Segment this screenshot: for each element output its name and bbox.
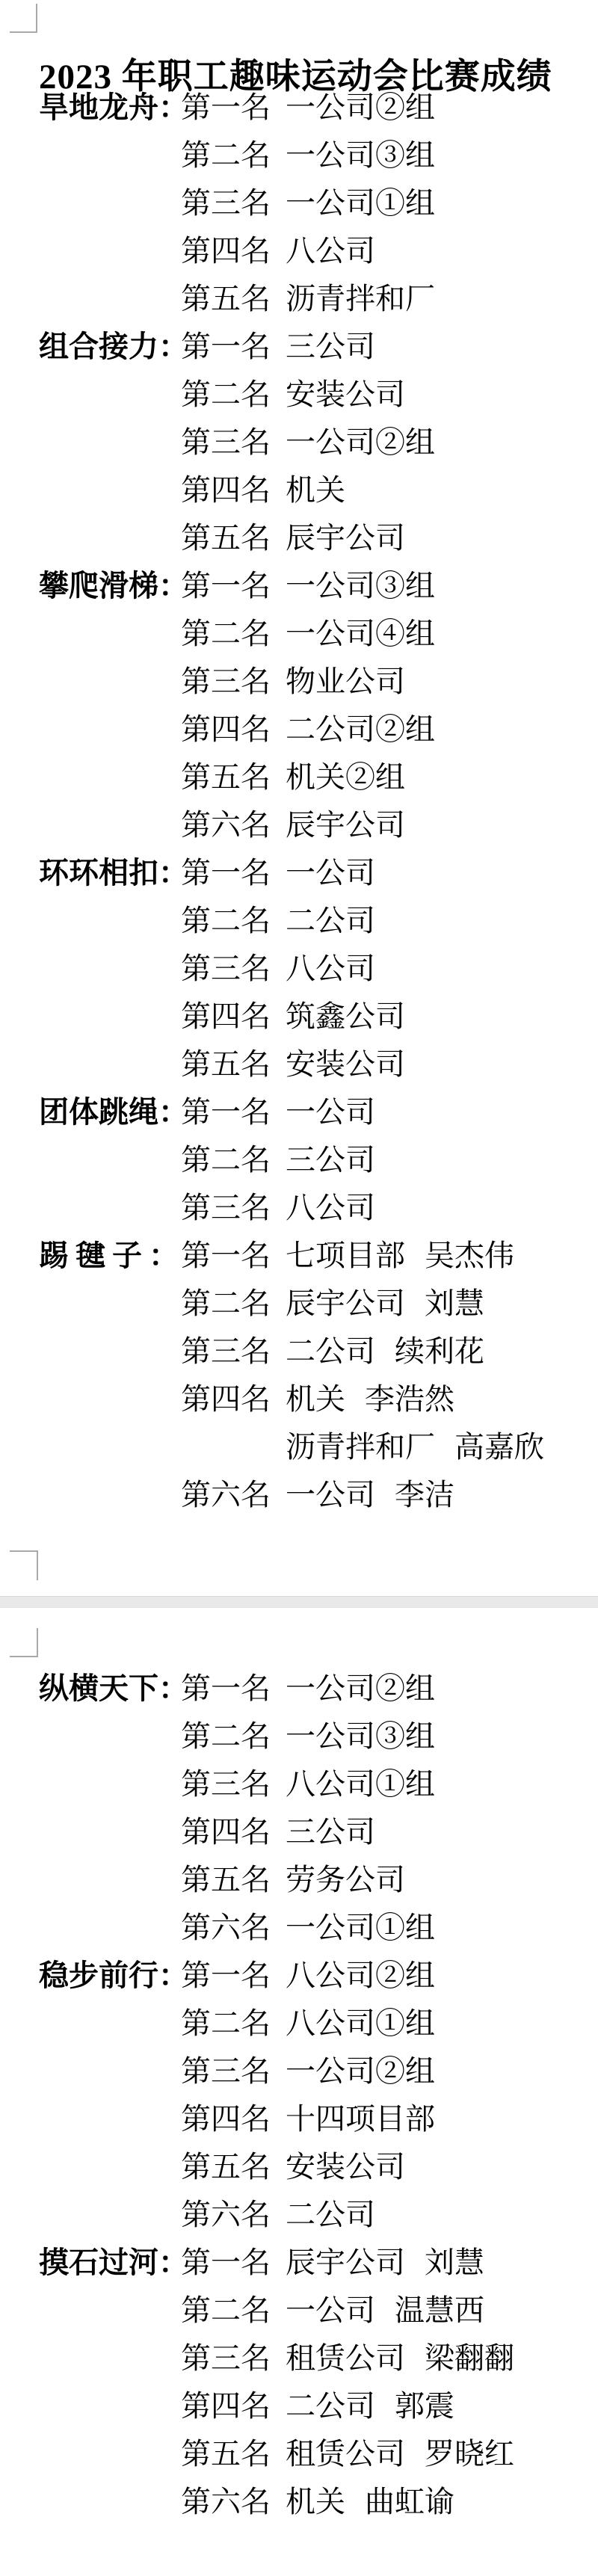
team-name: 安装公司 bbox=[286, 1047, 405, 1081]
result-line bbox=[0, 993, 598, 1041]
team-name: 辰宇公司 bbox=[286, 2246, 405, 2279]
result-line bbox=[0, 1184, 598, 1232]
result-line bbox=[0, 179, 598, 227]
event-label: 团体跳绳： bbox=[39, 1095, 188, 1129]
rank-label: 第三名 bbox=[181, 952, 271, 985]
result-line bbox=[0, 1423, 598, 1471]
rank-label: 第一名 bbox=[181, 1959, 271, 1992]
team-name: 安装公司 bbox=[286, 2150, 405, 2184]
result-line bbox=[0, 1760, 598, 1808]
event-label: 踢毽子： bbox=[39, 1239, 185, 1272]
result-line bbox=[0, 1136, 598, 1184]
person-name: 梁翻翻 bbox=[425, 2341, 514, 2375]
rank-label: 第二名 bbox=[181, 1287, 271, 1320]
result-line bbox=[0, 466, 598, 514]
result-line bbox=[0, 514, 598, 562]
rank-label: 第一名 bbox=[181, 90, 271, 124]
rank-label: 第五名 bbox=[181, 282, 271, 315]
event-label: 攀爬滑梯： bbox=[39, 569, 188, 603]
result-line bbox=[0, 2095, 598, 2143]
event-label: 摸石过河： bbox=[39, 2246, 188, 2279]
result-line bbox=[0, 1232, 598, 1280]
team-name: 租赁公司 bbox=[286, 2341, 405, 2375]
result-line bbox=[0, 2047, 598, 2095]
rank-label: 第六名 bbox=[181, 2198, 271, 2231]
rank-label: 第五名 bbox=[181, 1863, 271, 1896]
team-name: 一公司①组 bbox=[286, 1911, 435, 1944]
person-name: 续利花 bbox=[395, 1334, 484, 1368]
team-name: 二公司 bbox=[286, 2389, 375, 2423]
rank-label: 第六名 bbox=[181, 2485, 271, 2518]
document-title: 2023 年职工趣味运动会比赛成绩 bbox=[39, 58, 552, 97]
team-name: 沥青拌和厂 bbox=[286, 282, 435, 315]
team-name: 三公司 bbox=[286, 330, 375, 363]
result-line bbox=[0, 801, 598, 849]
result-line bbox=[0, 1471, 598, 1519]
rank-label: 第三名 bbox=[181, 1191, 271, 1224]
result-line bbox=[0, 419, 598, 466]
team-name: 机关②组 bbox=[286, 760, 405, 794]
person-name: 吴杰伟 bbox=[425, 1239, 514, 1272]
team-name: 八公司①组 bbox=[286, 2006, 435, 2040]
rank-label: 第四名 bbox=[181, 1382, 271, 1416]
rank-label: 第二名 bbox=[181, 378, 271, 411]
result-line bbox=[0, 323, 598, 371]
person-name: 高嘉欣 bbox=[454, 1430, 544, 1464]
team-name: 八公司 bbox=[286, 1191, 375, 1224]
team-name: 机关 bbox=[286, 1382, 345, 1416]
rank-label: 第五名 bbox=[181, 2437, 271, 2471]
rank-label: 第二名 bbox=[181, 1719, 271, 1753]
crop-mark-page1-top-left bbox=[10, 4, 37, 33]
rank-label: 第五名 bbox=[181, 521, 271, 555]
team-name: 辰宇公司 bbox=[286, 521, 405, 555]
rank-label: 第一名 bbox=[181, 1671, 271, 1705]
rank-label: 第四名 bbox=[181, 2389, 271, 2423]
result-line bbox=[0, 1280, 598, 1328]
event-label: 稳步前行： bbox=[39, 1959, 188, 1992]
rank-label: 第二名 bbox=[181, 1143, 271, 1177]
results-list-page-2 bbox=[0, 1665, 598, 2526]
rank-label: 第四名 bbox=[181, 999, 271, 1033]
rank-label: 第一名 bbox=[181, 1095, 271, 1129]
result-line bbox=[0, 227, 598, 275]
rank-label: 第六名 bbox=[181, 1911, 271, 1944]
team-name: 十四项目部 bbox=[286, 2102, 435, 2136]
person-name: 曲虹谕 bbox=[365, 2485, 454, 2518]
event-label: 旱地龙舟： bbox=[39, 90, 188, 124]
rank-label: 第三名 bbox=[181, 1767, 271, 1801]
team-name: 辰宇公司 bbox=[286, 1287, 405, 1320]
rank-label: 第三名 bbox=[181, 665, 271, 698]
team-name: 三公司 bbox=[286, 1143, 375, 1177]
result-line bbox=[0, 1328, 598, 1375]
result-line bbox=[0, 562, 598, 610]
result-line bbox=[0, 275, 598, 323]
result-line bbox=[0, 945, 598, 993]
event-label: 组合接力： bbox=[39, 330, 188, 363]
person-name: 李浩然 bbox=[365, 1382, 454, 1416]
rank-label: 第三名 bbox=[181, 2054, 271, 2088]
team-name: 一公司③组 bbox=[286, 569, 435, 603]
result-line bbox=[0, 2382, 598, 2430]
team-name: 一公司④组 bbox=[286, 617, 435, 650]
team-name: 物业公司 bbox=[286, 665, 405, 698]
team-name: 一公司①组 bbox=[286, 186, 435, 220]
rank-label: 第六名 bbox=[181, 1478, 271, 1512]
team-name: 一公司 bbox=[286, 1478, 375, 1512]
result-line bbox=[0, 1665, 598, 1713]
result-line bbox=[0, 2287, 598, 2335]
rank-label: 第三名 bbox=[181, 425, 271, 459]
team-name: 筑鑫公司 bbox=[286, 999, 405, 1033]
person-name: 罗晓红 bbox=[425, 2437, 514, 2471]
result-line bbox=[0, 132, 598, 179]
result-line bbox=[0, 1952, 598, 2000]
team-name: 八公司 bbox=[286, 234, 375, 268]
team-name: 一公司②组 bbox=[286, 2054, 435, 2088]
result-line bbox=[0, 2191, 598, 2239]
rank-label: 第一名 bbox=[181, 569, 271, 603]
result-line bbox=[0, 849, 598, 897]
rank-label: 第四名 bbox=[181, 234, 271, 268]
rank-label: 第四名 bbox=[181, 2102, 271, 2136]
team-name: 机关 bbox=[286, 2485, 345, 2518]
result-line bbox=[0, 2478, 598, 2526]
page-separator bbox=[0, 1596, 598, 1608]
event-label: 环环相扣： bbox=[39, 856, 188, 890]
team-name: 安装公司 bbox=[286, 378, 405, 411]
rank-label: 第四名 bbox=[181, 473, 271, 507]
result-line bbox=[0, 754, 598, 801]
person-name: 李洁 bbox=[395, 1478, 454, 1512]
rank-label: 第四名 bbox=[181, 1815, 271, 1849]
result-line bbox=[0, 1041, 598, 1088]
team-name: 二公司 bbox=[286, 1334, 375, 1368]
team-name: 二公司 bbox=[286, 904, 375, 937]
rank-label: 第一名 bbox=[181, 330, 271, 363]
person-name: 郭震 bbox=[395, 2389, 454, 2423]
result-line bbox=[0, 658, 598, 706]
team-name: 二公司 bbox=[286, 2198, 375, 2231]
team-name: 一公司②组 bbox=[286, 1671, 435, 1705]
result-line bbox=[0, 2239, 598, 2287]
rank-label: 第一名 bbox=[181, 856, 271, 890]
team-name: 八公司①组 bbox=[286, 1767, 435, 1801]
result-line bbox=[0, 610, 598, 658]
result-line bbox=[0, 2143, 598, 2191]
rank-label: 第二名 bbox=[181, 904, 271, 937]
result-line bbox=[0, 84, 598, 132]
team-name: 七项目部 bbox=[286, 1239, 405, 1272]
result-line bbox=[0, 2000, 598, 2047]
team-name: 一公司②组 bbox=[286, 425, 435, 459]
result-line bbox=[0, 2430, 598, 2478]
person-name: 刘慧 bbox=[425, 1287, 484, 1320]
team-name: 一公司③组 bbox=[286, 138, 435, 172]
team-name: 一公司 bbox=[286, 1095, 375, 1129]
result-line bbox=[0, 706, 598, 754]
rank-label: 第二名 bbox=[181, 138, 271, 172]
result-line bbox=[0, 371, 598, 419]
rank-label: 第二名 bbox=[181, 2006, 271, 2040]
rank-label: 第一名 bbox=[181, 1239, 271, 1272]
team-name: 租赁公司 bbox=[286, 2437, 405, 2471]
crop-mark-page1-bottom-left bbox=[10, 1550, 38, 1580]
team-name: 一公司 bbox=[286, 856, 375, 890]
rank-label: 第二名 bbox=[181, 2293, 271, 2327]
rank-label: 第六名 bbox=[181, 808, 271, 842]
team-name: 一公司 bbox=[286, 2293, 375, 2327]
rank-label: 第三名 bbox=[181, 186, 271, 220]
team-name: 八公司②组 bbox=[286, 1959, 435, 1992]
result-line bbox=[0, 1713, 598, 1760]
result-line bbox=[0, 897, 598, 945]
result-line bbox=[0, 1856, 598, 1904]
team-name: 一公司③组 bbox=[286, 1719, 435, 1753]
rank-label: 第一名 bbox=[181, 2246, 271, 2279]
rank-label: 第三名 bbox=[181, 1334, 271, 1368]
rank-label: 第三名 bbox=[181, 2341, 271, 2375]
person-name: 温慧西 bbox=[395, 2293, 484, 2327]
rank-label: 第二名 bbox=[181, 617, 271, 650]
rank-label: 第五名 bbox=[181, 1047, 271, 1081]
team-name: 八公司 bbox=[286, 952, 375, 985]
result-line bbox=[0, 1375, 598, 1423]
team-name: 劳务公司 bbox=[286, 1863, 405, 1896]
rank-label: 第五名 bbox=[181, 760, 271, 794]
team-name: 二公司②组 bbox=[286, 712, 435, 746]
crop-mark-page2-top-left bbox=[10, 1628, 38, 1657]
result-line bbox=[0, 1088, 598, 1136]
event-label: 纵横天下： bbox=[39, 1671, 188, 1705]
team-name: 一公司②组 bbox=[286, 90, 435, 124]
team-name: 三公司 bbox=[286, 1815, 375, 1849]
team-name: 辰宇公司 bbox=[286, 808, 405, 842]
person-name: 刘慧 bbox=[425, 2246, 484, 2279]
rank-label: 第五名 bbox=[181, 2150, 271, 2184]
team-name: 机关 bbox=[286, 473, 345, 507]
team-name: 沥青拌和厂 bbox=[286, 1430, 435, 1464]
result-line bbox=[0, 1808, 598, 1856]
results-list-page-1 bbox=[0, 84, 598, 1519]
result-line bbox=[0, 2335, 598, 2382]
rank-label: 第四名 bbox=[181, 712, 271, 746]
result-line bbox=[0, 1904, 598, 1952]
